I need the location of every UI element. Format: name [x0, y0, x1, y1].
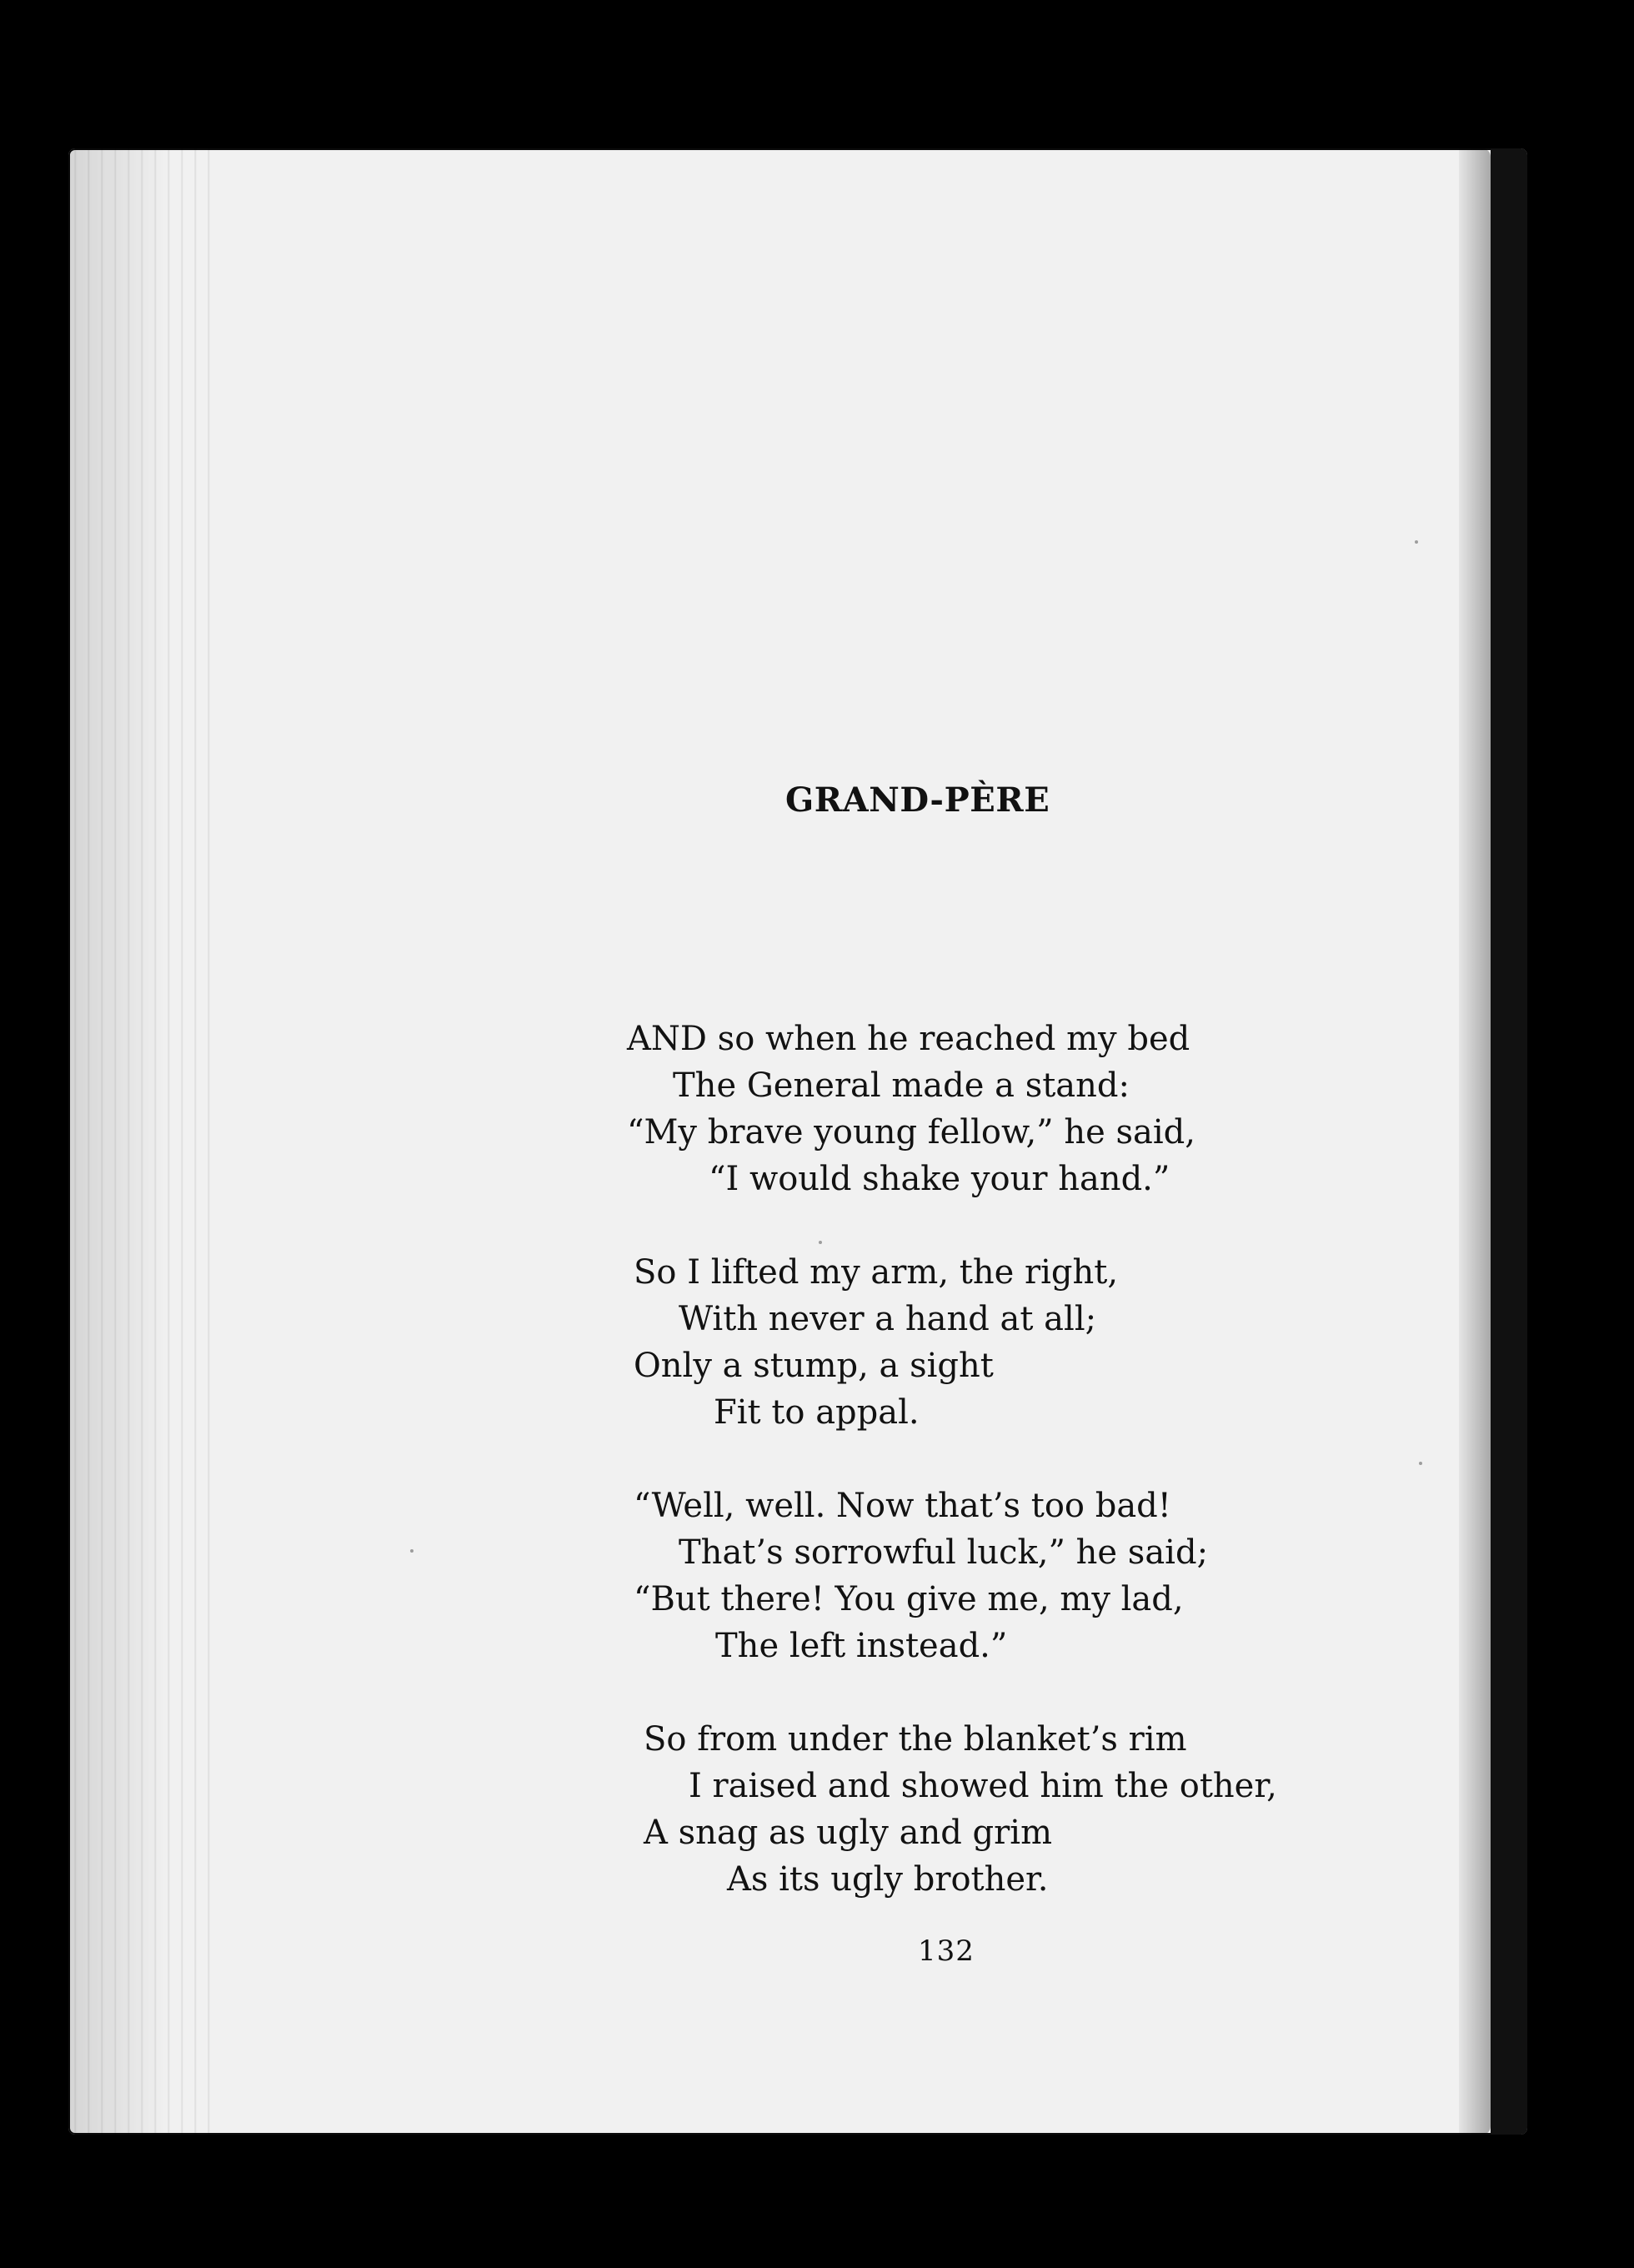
poem-line: I raised and showed him the other, — [689, 1767, 1277, 1805]
poem-line: Only a stump, a sight — [634, 1347, 994, 1385]
page — [260, 148, 1491, 2135]
poem-line: With never a hand at all; — [679, 1300, 1097, 1338]
speck — [819, 1241, 822, 1244]
poem-line: “But there! You give me, my lad, — [634, 1580, 1184, 1618]
poem-line: “My brave young fellow,” he said, — [627, 1113, 1195, 1152]
poem-line: So from under the blanket’s rim — [644, 1720, 1187, 1759]
poem-line: That’s sorrowful luck,” he said; — [679, 1533, 1209, 1572]
speck — [1415, 540, 1418, 544]
page-number: 132 — [918, 1934, 975, 1968]
poem-line: The left instead.” — [715, 1627, 1008, 1665]
right-shadow — [1491, 148, 1527, 2135]
poem-line: AND so when he reached my bed — [627, 1020, 1190, 1058]
poem-line: “I would shake your hand.” — [709, 1160, 1170, 1198]
poem-title: GRAND-PÈRE — [785, 780, 1050, 820]
speck — [1419, 1462, 1422, 1465]
book — [68, 148, 1527, 2135]
speck — [410, 1549, 414, 1553]
poem-line: The General made a stand: — [673, 1066, 1130, 1105]
poem — [260, 148, 1491, 2135]
poem-line: Fit to appal. — [714, 1393, 920, 1432]
poem-line: A snag as ugly and grim — [644, 1814, 1052, 1852]
poem-line: As its ugly brother. — [727, 1860, 1049, 1899]
page-edges — [68, 148, 214, 2135]
poem-line: “Well, well. Now that’s too bad! — [634, 1487, 1171, 1525]
poem-line: So I lifted my arm, the right, — [634, 1253, 1119, 1292]
